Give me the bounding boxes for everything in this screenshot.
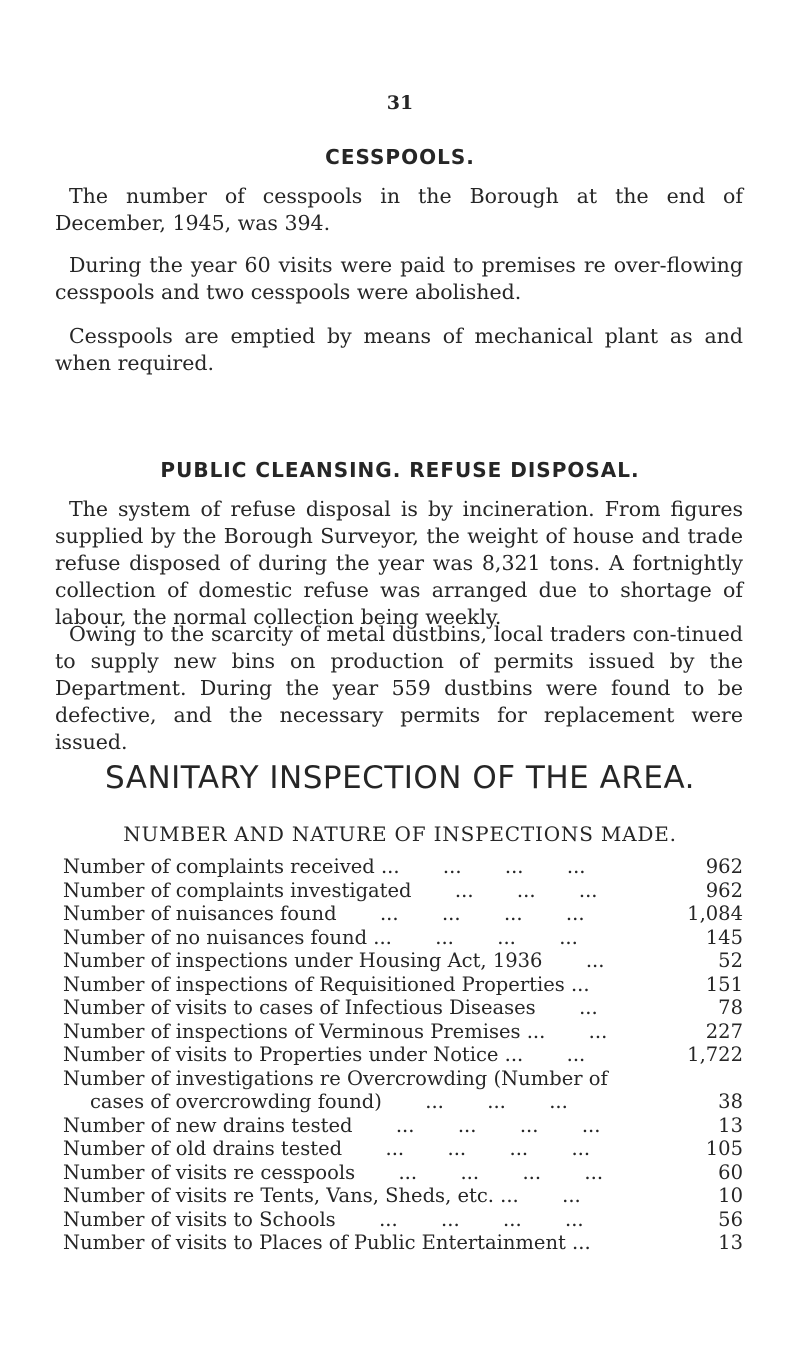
row-value: 13 <box>718 1113 743 1137</box>
row-value: 962 <box>705 878 743 902</box>
row-label: Number of investigations re Overcrowding (Number of <box>63 1066 608 1090</box>
cleansing-paragraph-dustbins: Owing to the scarcity of metal dustbins, local traders con-tinued to supply new bins on production of permits issued by the Department. During the year 559 dustbins were found to be defective, and the necessary permits for replacement were issued. <box>55 622 743 754</box>
row-label: Number of visits re cesspools ... ... ... ... <box>63 1160 604 1184</box>
table-row <box>63 1231 743 1255</box>
inspections-table <box>63 855 743 1255</box>
row-label: Number of inspections under Housing Act, 1936 ... <box>63 949 605 972</box>
row-label: Number of visits re Tents, Vans, Sheds, etc. ... ... <box>63 1184 581 1207</box>
row-value: 105 <box>705 1137 743 1160</box>
row-value: 1,084 <box>687 902 743 925</box>
row-label: Number of visits to Places of Public Entertainment ... <box>63 1231 591 1254</box>
table-row <box>63 1090 743 1114</box>
row-value: 78 <box>718 996 743 1019</box>
cesspools-paragraph-emptying: Cesspools are emptied by means of mechanical plant as and when required. <box>55 324 743 375</box>
row-value: 1,722 <box>687 1043 743 1066</box>
row-label: Number of visits to cases of Infectious Diseases ... <box>63 996 598 1019</box>
sanitary-heading: SANITARY INSPECTION OF THE AREA. <box>105 760 695 796</box>
table-row <box>63 902 743 926</box>
row-value: 151 <box>705 972 743 996</box>
row-value: 13 <box>718 1231 743 1254</box>
table-row <box>63 1208 743 1232</box>
cesspools-heading: CESSPOOLS. <box>325 145 475 169</box>
cleansing-heading: PUBLIC CLEANSING. REFUSE DISPOSAL. <box>160 458 640 482</box>
row-value: 60 <box>718 1160 743 1184</box>
table-row <box>63 1137 743 1161</box>
cesspools-paragraph-count: The number of cesspools in the Borough at the end of December, 1945, was 394. <box>55 184 743 235</box>
table-row <box>63 1067 743 1091</box>
table-row <box>63 1161 743 1185</box>
row-label: Number of visits to Properties under Notice ... ... <box>63 1043 586 1066</box>
row-value: 145 <box>705 925 743 949</box>
table-row <box>63 996 743 1020</box>
table-row <box>63 1020 743 1044</box>
table-row <box>63 949 743 973</box>
cleansing-paragraph-incineration: The system of refuse disposal is by incineration. From figures supplied by the Borough Surveyor, the weight of house and trade refuse disposed of during the year was 8,321 tons. A fortnightly collection of domestic refuse was arranged due to shortage of labour, the normal collection being weekly. <box>55 497 743 629</box>
row-label: Number of inspections of Verminous Premises ... ... <box>63 1019 608 1043</box>
table-row <box>63 879 743 903</box>
row-label: Number of old drains tested ... ... ... ... <box>63 1137 591 1160</box>
sanitary-subheading: NUMBER AND NATURE OF INSPECTIONS MADE. <box>123 822 677 846</box>
row-value: 227 <box>705 1019 743 1043</box>
row-label: Number of complaints received ... ... ... ... <box>63 855 586 878</box>
cesspools-paragraph-visits: During the year 60 visits were paid to premises re over-flowing cesspools and two cesspools were abolished. <box>55 253 743 304</box>
row-label: Number of no nuisances found ... ... ... ... <box>63 925 578 949</box>
table-row <box>63 855 743 879</box>
table-row <box>63 926 743 950</box>
row-value: 962 <box>705 855 743 878</box>
row-label: Number of nuisances found ... ... ... ... <box>63 902 585 925</box>
row-label: Number of complaints investigated ... ... ... <box>63 878 598 902</box>
row-label: Number of inspections of Requisitioned Properties ... <box>63 972 590 996</box>
row-value: 10 <box>718 1184 743 1207</box>
table-row <box>63 1184 743 1208</box>
row-value: 56 <box>718 1207 743 1231</box>
table-row <box>63 1114 743 1138</box>
row-label: Number of new drains tested ... ... ... ... <box>63 1113 601 1137</box>
page-number: 31 <box>386 92 414 114</box>
row-value: 38 <box>718 1090 743 1113</box>
table-row <box>63 973 743 997</box>
row-value: 52 <box>718 949 743 972</box>
row-label: Number of visits to Schools ... ... ... ... <box>63 1207 584 1231</box>
table-row <box>63 1043 743 1067</box>
row-label: cases of overcrowding found) ... ... ... <box>90 1090 568 1113</box>
